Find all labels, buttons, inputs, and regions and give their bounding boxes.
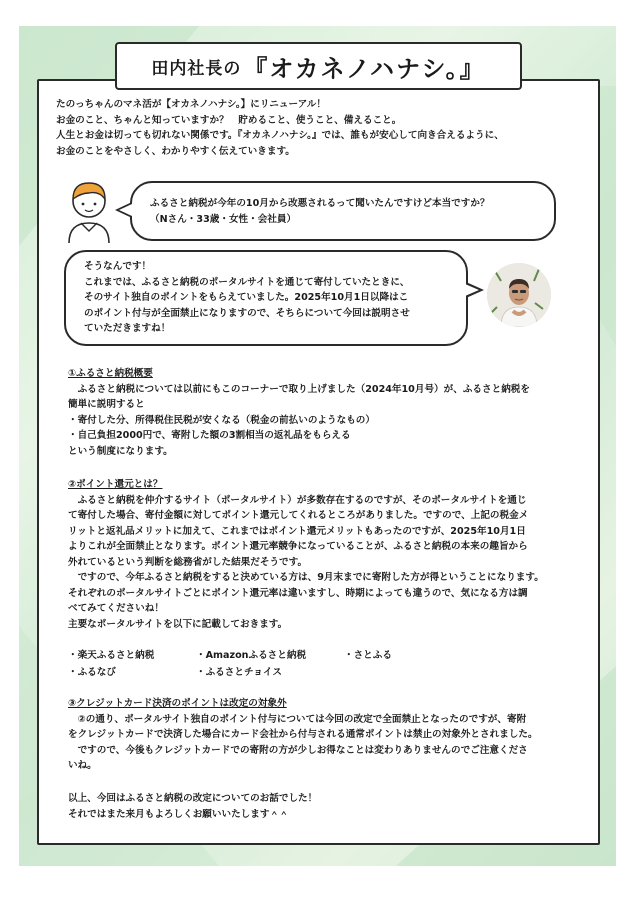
section-line: ですので、今年ふるさと納税をすると決めている方は、9月末までに寄附した方が得ということになります。	[68, 572, 544, 583]
section-point-return	[68, 477, 544, 632]
portal-site-item: ・ふるなび	[68, 666, 116, 678]
closing-text	[68, 791, 317, 822]
section-line: リットと返礼品メリットに加えて、これまではポイント還元メリットもあったのですが、2025年10月1日	[68, 525, 526, 537]
question-text	[150, 196, 490, 227]
section-line: よりこれが全面禁止となります。ポイント還元率競争になっていることが、ふるさと納税の本来の趣旨から	[68, 541, 528, 552]
question-line: ふるさと納税が今年の10月から改悪されるって聞いたんですけど本当ですか？	[150, 198, 490, 209]
person-avatar-icon	[63, 177, 115, 243]
answer-line: そのサイト独自のポイントをもらえていました。2025年10月1日以降はこ	[84, 292, 409, 303]
title-name: 田内社長の	[151, 58, 242, 79]
answer-line: ていただきますね！	[84, 323, 171, 334]
section-line: ・寄付した分、所得税住民税が安くなる（税金の前払いのようなもの）	[68, 414, 375, 426]
section-heading: ①ふるさと納税概要	[68, 368, 153, 379]
section-line: べてみてくださいね！	[68, 603, 164, 614]
closing-line: 以上、今回はふるさと納税の改定についてのお話でした！	[68, 793, 318, 804]
intro-line: お金のことをやさしく、わかりやすく伝えていきます。	[56, 145, 295, 157]
title-box	[115, 42, 522, 90]
president-photo	[487, 263, 551, 327]
portal-site-item: ・Amazonふるさと納税	[196, 650, 307, 661]
section-line: という制度になります。	[68, 445, 173, 457]
section-credit-card	[68, 696, 538, 774]
section-overview	[68, 366, 530, 459]
intro-line: たのっちゃんのマネ活が【オカネノハナシ。】にリニューアル！	[56, 99, 326, 110]
portal-site-item: ・楽天ふるさと納税	[68, 650, 155, 661]
section-line: ですので、今後もクレジットカードでの寄附の方が少しお得なことは変わりありませんのでご注意くださ	[68, 744, 528, 756]
answer-line: のポイント付与が全面禁止になりますので、そちらについて今回は説明させ	[84, 307, 410, 319]
intro-line: お金のこと、ちゃんと知っていますか？ 貯めること、使うこと、備えること。	[56, 114, 402, 126]
section-line: いね。	[68, 760, 97, 771]
section-line: ふるさと納税を仲介するサイト（ポータルサイト）が多数存在するのですが、そのポータルサイトを通じ	[68, 494, 527, 506]
section-line: 外れているという判断を総務省がした結果だそうです。	[68, 556, 308, 568]
section-line: ②の通り、ポータルサイト独自のポイント付与については今回の改定で全面禁止となったのですが、寄附	[68, 713, 527, 725]
answer-text	[84, 259, 410, 337]
intro-text	[56, 97, 504, 159]
section-line: て寄付した場合、寄付金額に対してポイント還元してくれるところがありました。ですので、上記の税金メ	[68, 510, 529, 521]
title-main: 『オカネノハナシ。』	[243, 54, 486, 83]
section-heading: ③クレジットカード決済のポイントは改定の対象外	[68, 698, 287, 709]
section-line: ・自己負担2000円で、寄附した額の3割相当の返礼品をもらえる	[68, 430, 351, 441]
section-heading: ②ポイント還元とは？	[68, 479, 163, 490]
section-line: をクレジットカードで決済した場合にカード会社から付与される通常ポイントは禁止の対象外とされました。	[68, 729, 538, 740]
answer-line: そうなんです！	[84, 261, 152, 272]
section-line: それぞれのポータルサイトごとにポイント還元率は違いますし、時期によっても違うので、気になる方は調	[68, 587, 528, 599]
portal-site-list	[68, 648, 444, 680]
answer-line: これまでは、ふるさと納税のポータルサイトを通じて寄付していたときに、	[84, 276, 410, 288]
section-line: 主要なポータルサイトを以下に記載しておきます。	[68, 618, 288, 630]
portal-site-item: ・ふるさとチョイス	[196, 666, 282, 678]
intro-line: 人生とお金は切っても切れない関係です。『オカネノハナシ。』では、誰もが安心して向き合えるように、	[56, 130, 504, 141]
section-line: ふるさと納税については以前にもこのコーナーで取り上げました（2024年10月号）が、ふるさと納税を	[68, 383, 530, 395]
portal-site-item: ・さとふる	[344, 650, 392, 661]
question-asker: （Nさん・33歳・女性・会社員）	[150, 213, 297, 225]
section-line: 簡単に説明すると	[68, 399, 145, 410]
closing-line: それではまた来月もよろしくお願いいたします＾＾	[68, 808, 289, 820]
